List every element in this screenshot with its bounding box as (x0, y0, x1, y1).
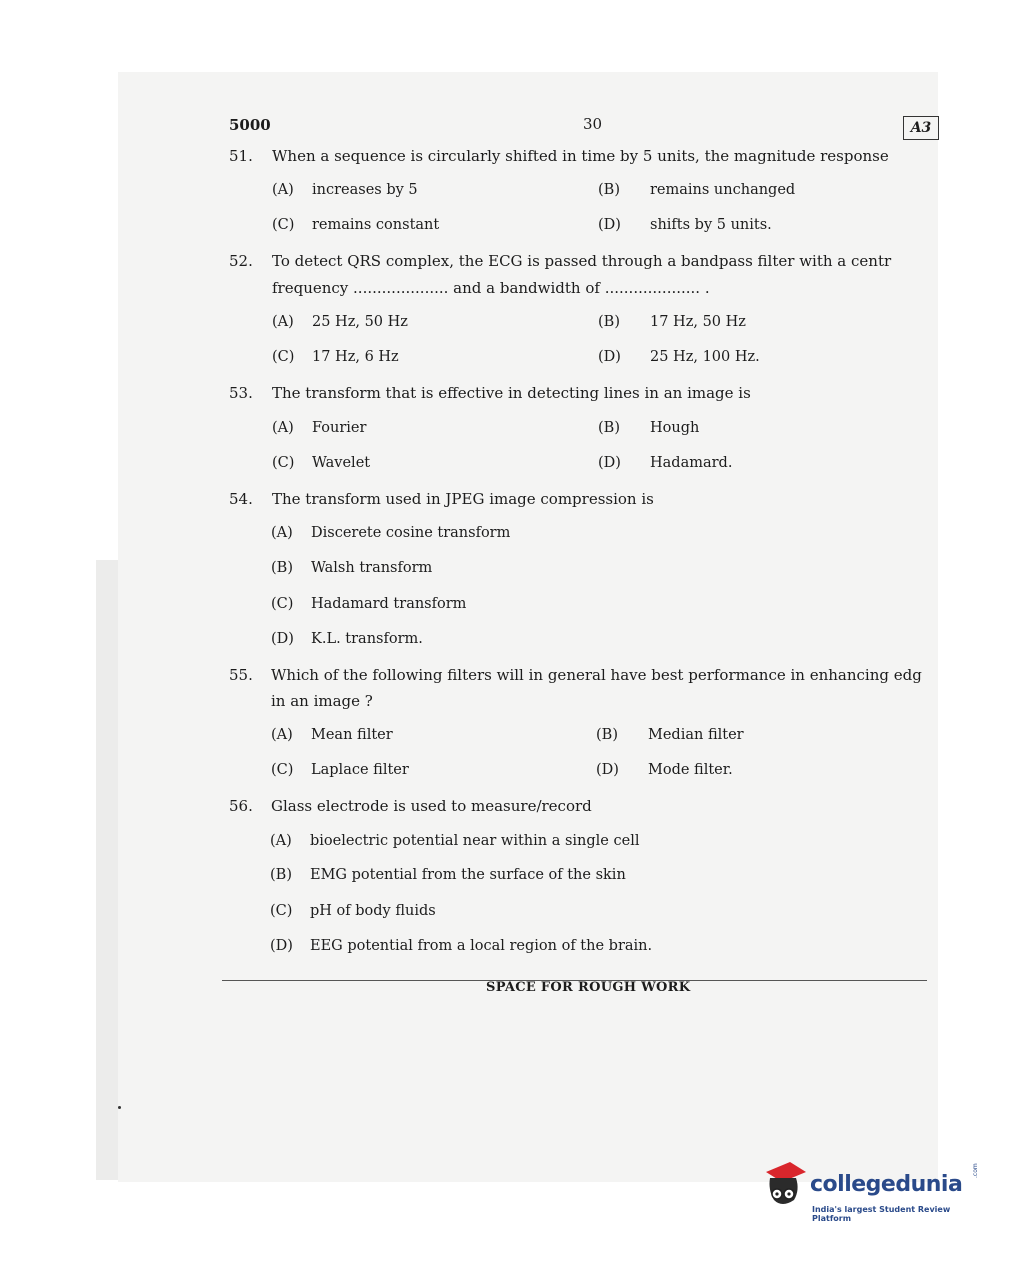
option-text: pH of body fluids (310, 903, 436, 919)
option-text: 17 Hz, 50 Hz (650, 314, 746, 330)
option-label: (A) (271, 525, 293, 541)
option-text: Mean filter (311, 727, 393, 743)
option-text: 25 Hz, 100 Hz. (650, 349, 760, 365)
rough-work-label: SPACE FOR ROUGH WORK (486, 980, 691, 995)
option (272, 455, 370, 471)
option-label: (C) (272, 455, 295, 471)
option-text: Hadamard transform (311, 596, 467, 612)
option (596, 727, 744, 743)
option-label: (B) (271, 560, 293, 576)
option (272, 349, 399, 365)
question-number: 56. (229, 797, 253, 815)
option-label: (D) (598, 217, 621, 233)
option-label: (C) (270, 903, 293, 919)
option-text: Mode filter. (648, 762, 733, 778)
booklet-series: A3 (910, 120, 932, 136)
option-label: (B) (598, 420, 620, 436)
paper-code: 5000 (229, 116, 271, 134)
option (598, 420, 699, 436)
question-number: 54. (229, 490, 253, 508)
brand-name: collegedunia (810, 1172, 963, 1197)
option-label: (A) (271, 727, 293, 743)
scan-speck (118, 1106, 121, 1109)
option-label: (C) (272, 217, 295, 233)
option (270, 867, 626, 883)
option-label: (A) (272, 314, 294, 330)
question-number: 52. (229, 252, 253, 270)
option (271, 525, 510, 541)
booklet-series-box (903, 116, 939, 140)
option (271, 762, 409, 778)
option (598, 314, 746, 330)
brand-tagline: India's largest Student Review Platform (812, 1205, 951, 1223)
question-text: When a sequence is circularly shifted in time by 5 units, the magnitude response (272, 147, 889, 165)
option (271, 631, 423, 647)
option-text: EMG potential from the surface of the skin (310, 867, 626, 883)
option-text: Discerete cosine transform (311, 525, 511, 541)
option-label: (A) (270, 833, 292, 849)
brand-domain: .com (972, 1163, 979, 1178)
scanned-page (118, 72, 938, 1182)
option (271, 596, 466, 612)
option-label: (D) (596, 762, 619, 778)
question-number: 53. (229, 384, 253, 402)
option-label: (A) (272, 420, 294, 436)
question-text: Which of the following filters will in general have best performance in enhancing edg (271, 666, 922, 684)
option (272, 182, 418, 198)
option-text: increases by 5 (312, 182, 418, 198)
question-text: The transform used in JPEG image compression is (272, 490, 654, 508)
option-text: Median filter (648, 727, 744, 743)
collegedunia-logo (760, 1158, 990, 1223)
option (598, 182, 795, 198)
option (272, 217, 439, 233)
option-text: Walsh transform (311, 560, 433, 576)
option-label: (C) (271, 762, 294, 778)
option-text: Laplace filter (311, 762, 409, 778)
question-text: Glass electrode is used to measure/record (271, 797, 592, 815)
question-number: 55. (229, 666, 253, 684)
option-text: remains unchanged (650, 182, 796, 198)
page-edge-shadow (96, 560, 118, 1180)
option-text: 17 Hz, 6 Hz (312, 349, 399, 365)
option-label: (D) (598, 349, 621, 365)
question-text: The transform that is effective in detecting lines in an image is (272, 384, 751, 402)
option-text: 25 Hz, 50 Hz (312, 314, 408, 330)
option (270, 903, 436, 919)
option (270, 833, 639, 849)
option-text: bioelectric potential near within a single cell (310, 833, 640, 849)
option-label: (D) (598, 455, 621, 471)
question-text-continued: frequency .................... and a bandwidth of .................... . (272, 279, 710, 297)
option-text: remains constant (312, 217, 440, 233)
option-text: Hough (650, 420, 700, 436)
option (271, 727, 393, 743)
option-label: (D) (271, 631, 294, 647)
option-label: (B) (598, 314, 620, 330)
option-label: (D) (270, 938, 293, 954)
option (270, 938, 652, 954)
option-text: K.L. transform. (311, 631, 423, 647)
option-label: (C) (272, 349, 295, 365)
option (272, 420, 366, 436)
option (596, 762, 733, 778)
question-text: To detect QRS complex, the ECG is passed through a bandpass filter with a centr (272, 252, 892, 270)
option-label: (B) (598, 182, 620, 198)
option-label: (A) (272, 182, 294, 198)
option (598, 349, 760, 365)
option (271, 560, 432, 576)
option-label: (C) (271, 596, 294, 612)
graduate-mascot-icon (760, 1160, 808, 1212)
option-label: (B) (596, 727, 618, 743)
option-text: Wavelet (312, 455, 371, 471)
option (272, 314, 408, 330)
option-text: Fourier (312, 420, 367, 436)
option-text: EEG potential from a local region of the brain. (310, 938, 653, 954)
option (598, 455, 732, 471)
option-text: shifts by 5 units. (650, 217, 772, 233)
question-text-continued: in an image ? (271, 692, 373, 710)
question-number: 51. (229, 147, 253, 165)
option (598, 217, 772, 233)
option-text: Hadamard. (650, 455, 733, 471)
page-number: 30 (583, 115, 603, 133)
option-label: (B) (270, 867, 292, 883)
